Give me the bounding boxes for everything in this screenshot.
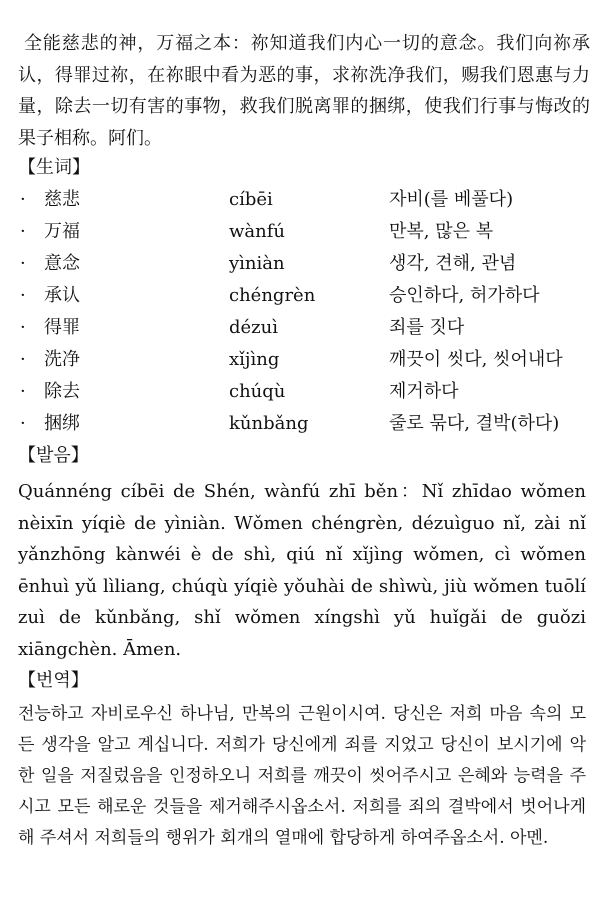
vocab-pinyin: yìniàn: [229, 253, 285, 274]
vocab-row: [0, 280, 604, 312]
vocab-row: [0, 376, 604, 408]
translation-heading: 【번역】: [18, 670, 89, 691]
vocab-row: [0, 312, 604, 344]
vocab-korean: 생각, 견해, 관념: [389, 253, 517, 274]
vocab-chinese: 意念: [44, 253, 80, 274]
vocab-korean: 승인하다, 허가하다: [389, 285, 540, 306]
bullet: ·: [20, 317, 26, 338]
vocab-korean: 자비(를 베풀다): [389, 189, 514, 210]
vocab-pinyin: cíbēi: [229, 189, 273, 210]
vocab-korean: 깨끗이 씻다, 씻어내다: [389, 349, 563, 370]
vocab-korean: 줄로 묶다, 결박(하다): [389, 413, 560, 434]
vocab-chinese: 除去: [44, 381, 80, 402]
bullet: ·: [20, 253, 26, 274]
vocab-korean: 죄를 짓다: [389, 317, 465, 338]
vocab-chinese: 得罪: [44, 317, 80, 338]
vocab-heading: 【生词】: [18, 157, 90, 178]
bullet: ·: [20, 381, 26, 402]
bullet: ·: [20, 221, 26, 242]
vocab-row: [0, 248, 604, 280]
pronunciation-heading: 【발음】: [18, 445, 89, 466]
vocab-chinese: 承认: [44, 285, 80, 306]
vocab-pinyin: kǔnbǎng: [229, 413, 309, 434]
vocab-pinyin: chúqù: [229, 381, 286, 402]
pinyin-paragraph: Quánnéng cíbēi de Shén, wànfú zhī běn：Nǐ zhīdao wǒmen nèixīn yíqiè de yìniàn. Wǒmen chéngrèn, dézuìguo nǐ, zài nǐ yǎnzhōng kànwéi è de shì, qiú nǐ xǐjìng wǒmen, cì wǒmen ēnhuì yǔ lìliang, chúqù yíqiè yǒuhài de shìwù, jiù wǒmen tuōlí zuì de kǔnbǎng, shǐ wǒmen xíngshì yǔ huǐgǎi de guǒzi xiāngchèn. Āmen.: [18, 481, 586, 660]
vocab-pinyin: wànfú: [229, 221, 285, 242]
vocab-chinese: 洗净: [44, 349, 80, 370]
prayer-chinese: 全能慈悲的神，万福之本：祢知道我们内心一切的意念。我们向祢承认，得罪过祢，在祢眼中看为恶的事，求祢洗净我们，赐我们恩惠与力量，除去一切有害的事物，救我们脱离罪的捆绑，使我们行事与悔改的果子相称。阿们。: [18, 33, 590, 149]
vocab-chinese: 捆绑: [44, 413, 80, 434]
vocab-row: [0, 216, 604, 248]
vocab-korean: 제거하다: [389, 381, 459, 402]
vocab-korean: 만복, 많은 복: [389, 221, 494, 242]
vocab-row: [0, 408, 604, 440]
vocab-pinyin: dézuì: [229, 317, 279, 338]
bullet: ·: [20, 189, 26, 210]
vocab-chinese: 万福: [44, 221, 80, 242]
vocab-row: [0, 344, 604, 376]
vocab-chinese: 慈悲: [44, 189, 80, 210]
vocab-pinyin: chéngrèn: [229, 285, 316, 306]
translation-paragraph: 전능하고 자비로우신 하나님, 만복의 근원이시여. 당신은 저희 마음 속의 모든 생각을 알고 계십니다. 저희가 당신에게 죄를 지었고 당신이 보시기에 악한 일을 저질렀음을 인정하오니 저희를 깨끗이 씻어주시고 은혜와 능력을 주시고 모든 해로운 것들을 제거해주시옵소서. 저희를 죄의 결박에서 벗어나게 해 주셔서 저희들의 행위가 회개의 열매에 합당하게 하여주옵소서. 아멘.: [18, 704, 586, 848]
bullet: ·: [20, 413, 26, 434]
bullet: ·: [20, 349, 26, 370]
vocab-pinyin: xǐjìng: [229, 349, 280, 370]
vocab-row: [0, 184, 604, 216]
bullet: ·: [20, 285, 26, 306]
